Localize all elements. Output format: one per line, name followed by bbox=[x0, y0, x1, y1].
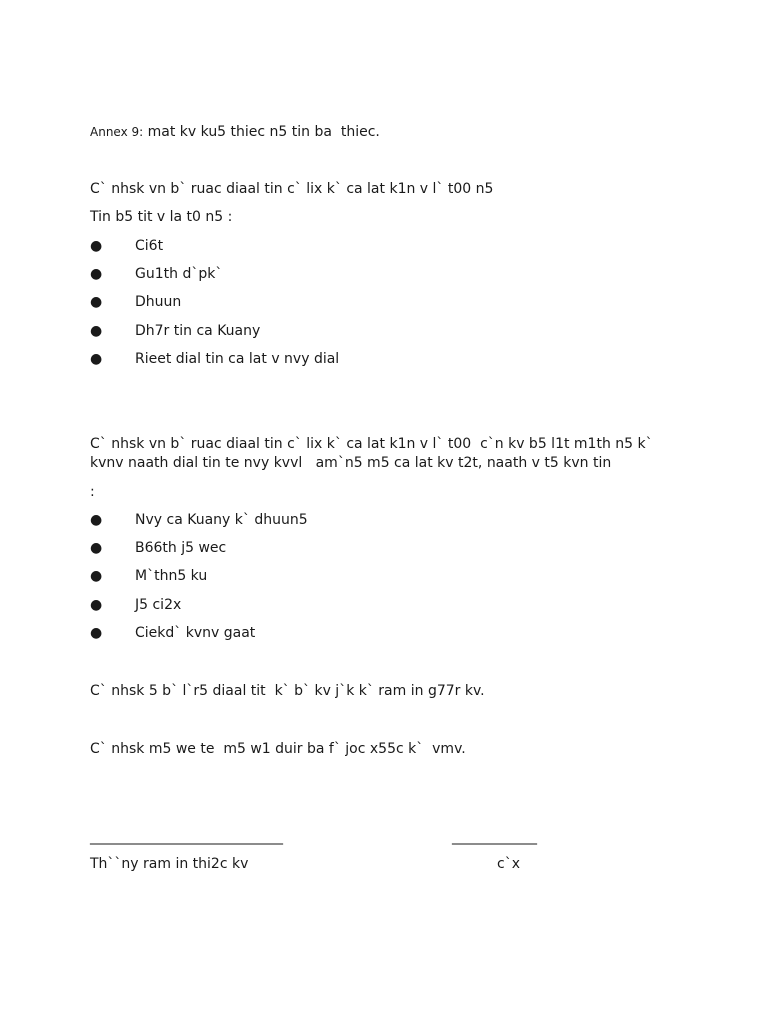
statement-2: C` nhsk m5 we te m5 w1 duir ba f` joc x55c k` vmv. bbox=[90, 741, 466, 757]
bullet-icon: ● bbox=[90, 597, 103, 613]
annex-heading bbox=[90, 123, 380, 141]
list-item-text: M`thn5 ku bbox=[135, 568, 208, 584]
bullet-icon: ● bbox=[90, 323, 103, 339]
section1-line2: Tin b5 tit v la t0 n5 : bbox=[90, 209, 233, 225]
list-item-text: B66th j5 wec bbox=[135, 540, 227, 556]
signature-label-right: c`x bbox=[497, 856, 520, 872]
bullet-icon: ● bbox=[90, 266, 103, 282]
list-item-text: Gu1th d`pk` bbox=[135, 266, 223, 282]
statement-1: C` nhsk 5 b` l`r5 diaal tit k` b` kv j`k k` ram in g77r kv. bbox=[90, 683, 485, 699]
bullet-icon: ● bbox=[90, 568, 103, 584]
list-item-text: Dh7r tin ca Kuany bbox=[135, 323, 261, 339]
list-item-text: Rieet dial tin ca lat v nvy dial bbox=[135, 351, 340, 367]
annex-label: Annex 9: bbox=[90, 125, 144, 139]
bullet-icon: ● bbox=[90, 625, 103, 641]
list-item-text: Ciekd` kvnv gaat bbox=[135, 625, 256, 641]
annex-title: mat kv ku5 thiec n5 tin ba thiec. bbox=[143, 124, 380, 140]
section2-paragraph: C` nhsk vn b` ruac diaal tin c` lix k` ca lat k1n v l` t00 c`n kv b5 l1t m1th n5 k` kvnv naath dial tin te nvy kvvl am`n5 m5 ca lat kv t2t, naath v t5 kvn tin bbox=[90, 436, 658, 471]
list-item-text: J5 ci2x bbox=[135, 597, 182, 613]
signature-line-left: ________________________________ bbox=[90, 829, 282, 845]
list-item-text: Nvy ca Kuany k` dhuun5 bbox=[135, 512, 308, 528]
list-item-text: Ci6t bbox=[135, 238, 164, 254]
section2-colon: : bbox=[90, 484, 95, 500]
list-item-text: Dhuun bbox=[135, 294, 182, 310]
bullet-icon: ● bbox=[90, 351, 103, 367]
bullet-icon: ● bbox=[90, 238, 103, 254]
bullet-icon: ● bbox=[90, 294, 103, 310]
section1-line1: C` nhsk vn b` ruac diaal tin c` lix k` ca lat k1n v l` t00 n5 bbox=[90, 181, 494, 197]
bullet-icon: ● bbox=[90, 540, 103, 556]
signature-line-right: ______________ bbox=[452, 829, 536, 845]
bullet-icon: ● bbox=[90, 512, 103, 528]
signature-label-left: Th``ny ram in thi2c kv bbox=[90, 856, 249, 872]
